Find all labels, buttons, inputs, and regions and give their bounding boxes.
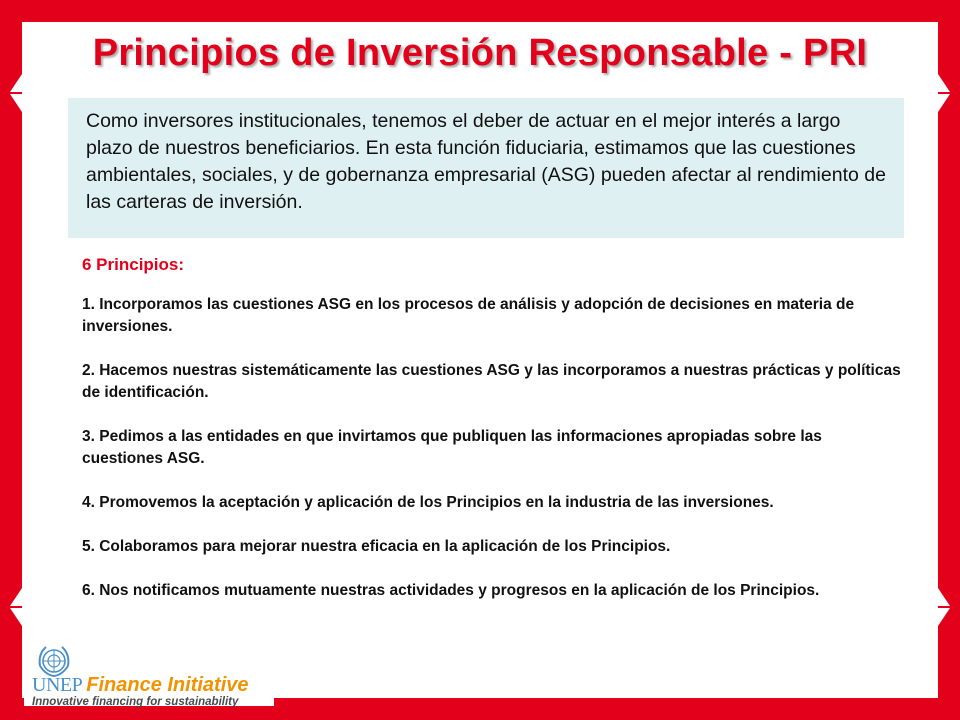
logo-tagline: Innovative financing for sustainability [32, 696, 239, 708]
unep-fi-logo [24, 640, 274, 706]
frame-notch [926, 74, 950, 92]
frame-notch [10, 94, 34, 112]
intro-box [68, 98, 904, 238]
slide-title: Principios de Inversión Responsable - PRI [92, 32, 868, 74]
frame-notch [926, 94, 950, 112]
frame-notch [10, 74, 34, 92]
logo-brand: UNEP [32, 674, 83, 696]
principle-2: 2. Hacemos nuestras sistemáticamente las cuestiones ASG y las incorporamos a nuestras prácticas y políticas de identificación. [82, 362, 901, 401]
principles-heading: 6 Principios: [82, 255, 185, 274]
logo-wordmark [32, 674, 249, 697]
principles-list [82, 254, 902, 624]
logo-name: Finance Initiative [86, 674, 249, 696]
principle-1: 1. Incorporamos las cuestiones ASG en los procesos de análisis y adopción de decisiones en materia de inversiones. [82, 296, 855, 335]
principle-4: 4. Promovemos la aceptación y aplicación de los Principios en la industria de las inversiones. [82, 494, 774, 511]
frame-notch [926, 608, 950, 626]
frame-notch [926, 588, 950, 606]
principle-5: 5. Colaboramos para mejorar nuestra eficacia en la aplicación de los Principios. [82, 538, 671, 555]
intro-text: Como inversores institucionales, tenemos el deber de actuar en el mejor interés a largo plazo de nuestros beneficiarios. En esta función fiduciaria, estimamos que las cuestiones ambientales, sociales, y de gobernanza empresarial (ASG) pueden afectar al rendimiento de las carteras de inversión. [86, 110, 886, 213]
frame-notch [10, 608, 34, 626]
frame-notch [10, 588, 34, 606]
principle-3: 3. Pedimos a las entidades en que invirtamos que publiquen las informaciones apropiadas sobre las cuestiones ASG. [82, 428, 822, 467]
principle-6: 6. Nos notificamos mutuamente nuestras actividades y progresos en la aplicación de los Principios. [82, 582, 820, 599]
